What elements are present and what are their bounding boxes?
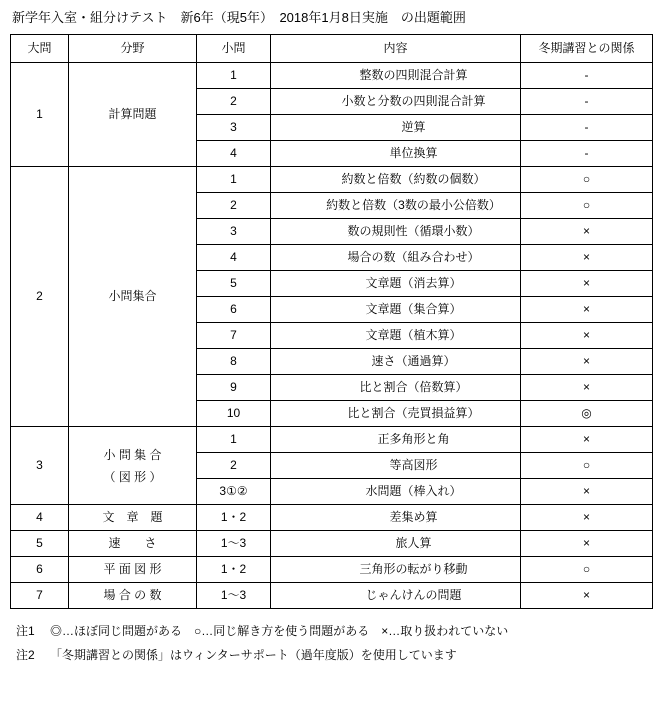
cell-bunya: 平 面 図 形 (69, 557, 197, 583)
cell-naiyou-text: 整数の四則混合計算 (359, 68, 468, 82)
cell-bunya (69, 427, 197, 505)
cell-kankei: - (521, 141, 653, 167)
cell-shou: 2 (197, 193, 271, 219)
cell-shou: 3 (197, 115, 271, 141)
cell-naiyou (271, 219, 521, 245)
cell-naiyou (271, 505, 521, 531)
cell-shou: 6 (197, 297, 271, 323)
cell-kankei: × (521, 219, 653, 245)
cell-kankei: - (521, 63, 653, 89)
table-row (11, 505, 653, 531)
cell-naiyou (271, 479, 521, 505)
cell-naiyou (271, 271, 521, 297)
cell-shou: 7 (197, 323, 271, 349)
cell-naiyou-text: 比と割合（売買損益算） (347, 406, 480, 420)
cell-dai: 7 (11, 583, 69, 609)
cell-naiyou-text: 速さ（通過算） (371, 354, 456, 368)
cell-naiyou (271, 245, 521, 271)
footnote-1-label: 注1 (16, 624, 35, 638)
cell-kankei: × (521, 245, 653, 271)
exam-scope-table (10, 34, 653, 609)
cell-naiyou (271, 193, 521, 219)
cell-shou: 9 (197, 375, 271, 401)
cell-kankei: × (521, 583, 653, 609)
cell-bunya: 計算問題 (69, 63, 197, 167)
cell-naiyou-text: 比と割合（倍数算） (359, 380, 468, 394)
cell-naiyou (271, 297, 521, 323)
cell-naiyou-text: 逆算 (401, 120, 426, 134)
cell-shou: 3①② (197, 479, 271, 505)
cell-bunya: 場 合 の 数 (69, 583, 197, 609)
cell-dai: 6 (11, 557, 69, 583)
cell-kankei: × (521, 375, 653, 401)
cell-naiyou-text: 文章題（集合算） (365, 302, 462, 316)
cell-shou: 2 (197, 453, 271, 479)
table-header-row (11, 35, 653, 63)
cell-kankei: × (521, 531, 653, 557)
cell-naiyou-text: 等高図形 (389, 458, 438, 472)
cell-naiyou (271, 427, 521, 453)
footnote-2-text: 「冬期講習との関係」はウィンターサポート（過年度版）を使用しています (50, 648, 457, 662)
cell-naiyou (271, 63, 521, 89)
cell-shou: 5 (197, 271, 271, 297)
cell-shou: 3 (197, 219, 271, 245)
column-header-bunya: 分野 (69, 35, 197, 63)
cell-naiyou-text: 旅人算 (395, 536, 432, 550)
cell-kankei: × (521, 505, 653, 531)
cell-naiyou-text: 約数と倍数（約数の個数） (341, 172, 486, 186)
cell-naiyou (271, 557, 521, 583)
cell-kankei: ○ (521, 557, 653, 583)
cell-bunya-line1: 小 問 集 合 (103, 447, 162, 462)
cell-kankei: ◎ (521, 401, 653, 427)
cell-kankei: ○ (521, 193, 653, 219)
cell-naiyou (271, 349, 521, 375)
cell-bunya: 小問集合 (69, 167, 197, 427)
cell-naiyou (271, 141, 521, 167)
cell-naiyou-text: 三角形の転がり移動 (359, 562, 468, 576)
cell-naiyou (271, 89, 521, 115)
cell-shou: 8 (197, 349, 271, 375)
cell-dai: 3 (11, 427, 69, 505)
cell-kankei: - (521, 89, 653, 115)
cell-kankei: × (521, 349, 653, 375)
cell-shou: 1 (197, 63, 271, 89)
table-row (11, 583, 653, 609)
cell-shou: 1～3 (197, 531, 271, 557)
cell-naiyou-text: 水問題（棒入れ） (365, 484, 462, 498)
cell-kankei: × (521, 323, 653, 349)
cell-naiyou (271, 583, 521, 609)
cell-naiyou-text: 正多角形と角 (377, 432, 450, 446)
cell-bunya-line2: （ 図 形 ） (103, 469, 162, 484)
cell-dai: 2 (11, 167, 69, 427)
cell-shou: 1・2 (197, 505, 271, 531)
cell-shou: 10 (197, 401, 271, 427)
cell-shou: 1・2 (197, 557, 271, 583)
table-row (11, 63, 653, 89)
cell-naiyou-text: 数の規則性（循環小数） (347, 224, 480, 238)
cell-naiyou-text: 単位換算 (389, 146, 438, 160)
cell-naiyou-text: 場合の数（組み合わせ） (347, 250, 480, 264)
table-row (11, 531, 653, 557)
cell-naiyou (271, 167, 521, 193)
footnote-1-text: ◎…ほぼ同じ問題がある ○…同じ解き方を使う問題がある ×…取り扱われていない (50, 624, 509, 638)
cell-bunya: 文 章 題 (69, 505, 197, 531)
cell-dai: 4 (11, 505, 69, 531)
column-header-shou: 小問 (197, 35, 271, 63)
cell-naiyou (271, 323, 521, 349)
cell-kankei: × (521, 427, 653, 453)
cell-naiyou (271, 115, 521, 141)
cell-naiyou-text: じゃんけんの問題 (365, 588, 462, 602)
column-header-naiyou: 内容 (271, 35, 521, 63)
cell-naiyou (271, 453, 521, 479)
table-row (11, 557, 653, 583)
cell-shou: 4 (197, 245, 271, 271)
cell-naiyou (271, 401, 521, 427)
cell-naiyou-text: 約数と倍数（3数の最小公倍数） (326, 198, 501, 212)
column-header-dai: 大問 (11, 35, 69, 63)
footnotes (16, 619, 652, 667)
table-body (11, 63, 653, 609)
table-header (11, 35, 653, 63)
column-header-kankei: 冬期講習との関係 (521, 35, 653, 63)
cell-kankei: - (521, 115, 653, 141)
cell-dai: 1 (11, 63, 69, 167)
cell-kankei: × (521, 297, 653, 323)
cell-naiyou-text: 小数と分数の四則混合計算 (341, 94, 486, 108)
cell-shou: 1～3 (197, 583, 271, 609)
cell-kankei: ○ (521, 167, 653, 193)
cell-kankei: ○ (521, 453, 653, 479)
cell-shou: 1 (197, 427, 271, 453)
table-row (11, 427, 653, 453)
cell-naiyou-text: 差集め算 (389, 510, 438, 524)
footnote-1 (16, 619, 652, 643)
cell-naiyou-text: 文章題（消去算） (365, 276, 462, 290)
cell-naiyou (271, 375, 521, 401)
cell-naiyou-text: 文章題（植木算） (365, 328, 462, 342)
table-row (11, 167, 653, 193)
footnote-2-label: 注2 (16, 648, 35, 662)
cell-shou: 2 (197, 89, 271, 115)
cell-bunya: 速 さ (69, 531, 197, 557)
cell-kankei: × (521, 271, 653, 297)
cell-shou: 1 (197, 167, 271, 193)
cell-dai: 5 (11, 531, 69, 557)
footnote-2 (16, 643, 652, 667)
cell-shou: 4 (197, 141, 271, 167)
page-title: 新学年入室・組分けテスト 新6年（現5年） 2018年1月8日実施 の出題範囲 (12, 10, 466, 25)
cell-kankei: × (521, 479, 653, 505)
cell-naiyou (271, 531, 521, 557)
